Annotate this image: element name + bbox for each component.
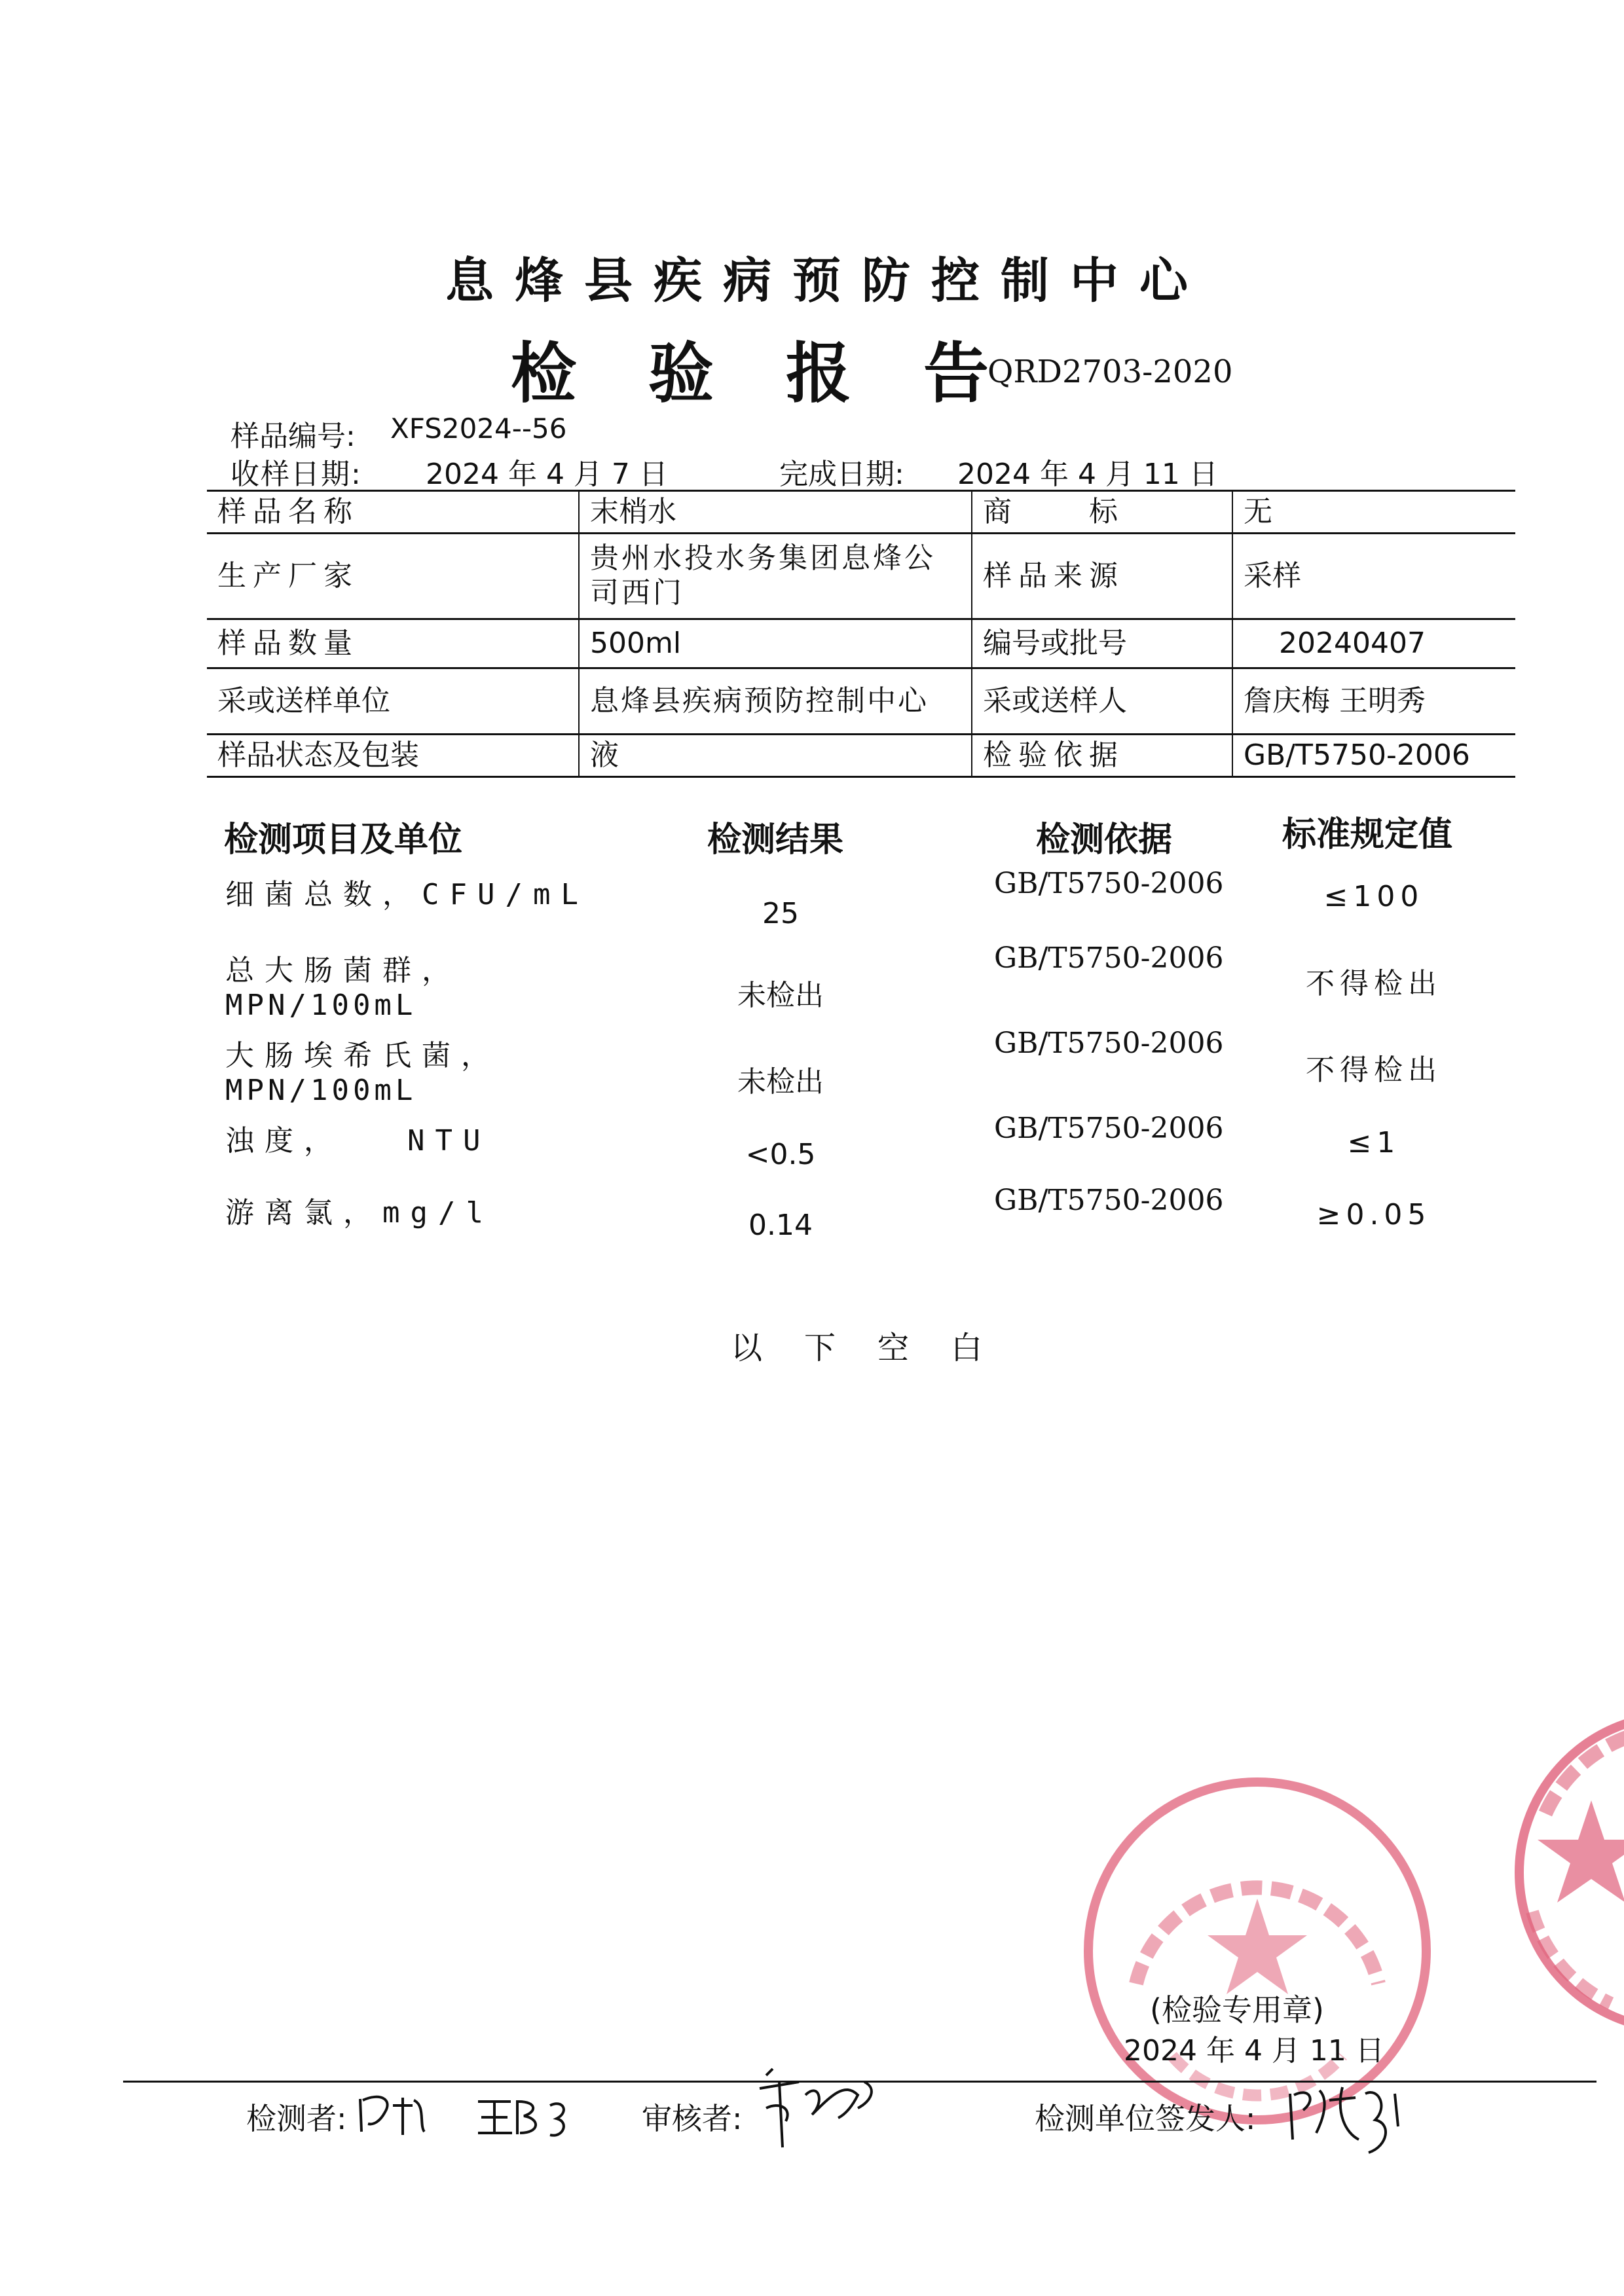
brand-label: 商 标 (972, 491, 1232, 534)
basis-free-chlorine: GB/T5750-2006 (994, 1184, 1224, 1217)
seal-caption: (检验专用章) (1150, 1992, 1324, 2028)
receive-date-label: 收样日期: (231, 458, 362, 491)
reviewer-label: 审核者: (642, 2101, 743, 2136)
table-row (207, 735, 1515, 777)
sampling-unit-label: 采或送样单位 (207, 668, 579, 735)
sample-source-value: 采样 (1232, 534, 1515, 619)
result-e-coli: 未检出 (737, 1065, 824, 1099)
manufacturer-value: 贵州水投水务集团息烽公司西门 (579, 534, 972, 619)
sample-name-value: 末梢水 (579, 491, 972, 534)
sample-quantity-value: 500ml (579, 619, 972, 668)
header-basis: 检测依据 (1036, 820, 1173, 860)
sample-number-label: 样品编号: (231, 420, 356, 453)
item-free-chlorine: 游离氯，mg/l (225, 1196, 494, 1230)
header-result: 检测结果 (707, 820, 844, 860)
standard-e-coli: 不得检出 (1306, 1053, 1442, 1087)
sampler-label: 采或送样人 (972, 668, 1232, 735)
result-turbidity: <0.5 (745, 1138, 816, 1171)
sample-state-value: 液 (579, 735, 972, 777)
blank-below-note: 以下空白 (731, 1330, 1025, 1366)
sample-name-label: 样品名称 (207, 491, 579, 534)
sample-number-value: XFS2024--56 (390, 412, 567, 445)
sample-info-table (207, 490, 1515, 778)
table-row (207, 619, 1515, 668)
organization-title: 息烽县疾病预防控制中心 (445, 253, 1209, 309)
issuer-label: 检测单位签发人: (1035, 2101, 1256, 2136)
table-row (207, 534, 1515, 619)
standard-turbidity: ≤1 (1347, 1126, 1401, 1159)
item-coliforms: 总大肠菌群， (225, 954, 461, 987)
complete-date-value: 2024 年 4 月 11 日 (957, 458, 1218, 491)
result-free-chlorine: 0.14 (748, 1209, 813, 1242)
inspection-basis-value: GB/T5750-2006 (1232, 735, 1515, 777)
report-title: 检验报告 (511, 335, 1061, 412)
brand-value: 无 (1232, 491, 1515, 534)
reviewer-signature-icon (747, 2056, 904, 2154)
sample-source-label: 样品来源 (972, 534, 1232, 619)
seal-date: 2024 年 4 月 11 日 (1124, 2034, 1384, 2068)
basis-coliforms: GB/T5750-2006 (994, 941, 1224, 975)
official-seal-icon (1506, 1702, 1624, 2043)
sample-state-label: 样品状态及包装 (207, 735, 579, 777)
basis-bacteria-total: GB/T5750-2006 (994, 867, 1224, 900)
complete-date-label: 完成日期: (779, 458, 904, 491)
header-standard: 标准规定值 (1282, 815, 1453, 854)
inspection-basis-label: 检验依据 (972, 735, 1232, 777)
standard-bacteria-total: ≤100 (1323, 880, 1424, 913)
table-row (207, 668, 1515, 735)
tester-signature-icon (354, 2086, 602, 2145)
tester-label: 检测者: (246, 2101, 347, 2136)
header-item: 检测项目及单位 (224, 820, 463, 860)
receive-date-value: 2024 年 4 月 7 日 (426, 458, 668, 491)
issuer-signature-icon (1283, 2074, 1428, 2159)
standard-coliforms: 不得检出 (1306, 967, 1442, 1000)
batch-number-value: 20240407 (1232, 619, 1515, 668)
sample-quantity-label: 样品数量 (207, 619, 579, 668)
result-coliforms: 未检出 (737, 979, 824, 1012)
manufacturer-label: 生产厂家 (207, 534, 579, 619)
item-coliforms-unit: MPN/100mL (225, 989, 417, 1022)
standard-free-chlorine: ≥0.05 (1316, 1198, 1431, 1231)
item-e-coli-unit: MPN/100mL (225, 1074, 417, 1107)
item-bacteria-total: 细菌总数，CFU/mL (225, 878, 589, 911)
sampling-unit-value: 息烽县疾病预防控制中心 (579, 668, 972, 735)
basis-e-coli: GB/T5750-2006 (994, 1027, 1224, 1060)
batch-number-label: 编号或批号 (972, 619, 1232, 668)
sampler-value: 詹庆梅 王明秀 (1232, 668, 1515, 735)
table-row (207, 491, 1515, 534)
basis-turbidity: GB/T5750-2006 (994, 1112, 1224, 1145)
item-e-coli: 大肠埃希氏菌， (225, 1039, 500, 1072)
item-turbidity: 浊度， NTU (225, 1124, 491, 1157)
report-code: QRD2703-2020 (987, 354, 1233, 390)
result-bacteria-total: 25 (762, 897, 799, 930)
